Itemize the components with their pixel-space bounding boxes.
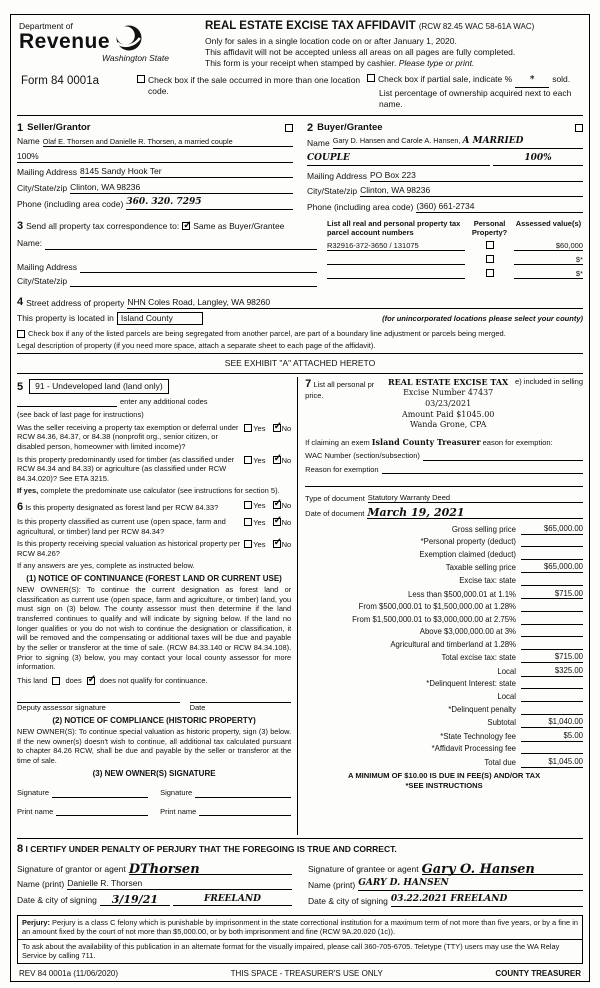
deputy-date-field[interactable] <box>190 694 292 703</box>
grantee-datecity-field[interactable]: 03.22.2021 FREELAND <box>391 894 583 907</box>
buyer-name-label: Name <box>307 137 330 148</box>
corr-address-field[interactable] <box>80 264 317 273</box>
q2-no-checkbox[interactable] <box>273 456 281 464</box>
tier1-value[interactable]: $715.00 <box>521 589 583 600</box>
wac-number-label: WAC Number (section/subsection) <box>305 451 420 461</box>
seller-phone-field[interactable]: 360. 320. 7295 <box>126 197 293 210</box>
buyer-name-field[interactable]: Gary D. Hansen and Carole A. Hansen, A MARRIED <box>333 136 583 149</box>
grantor-city-field[interactable]: FREELAND <box>173 894 292 907</box>
header-note-2: This affidavit will not be accepted unless all areas on all pages are fully completed. <box>205 46 516 57</box>
grantor-printname-field[interactable]: Danielle R. Thorsen <box>67 878 292 890</box>
see-back-note: (see back of last page for instructions) <box>17 410 144 420</box>
treasurer-stamp: Island County Treasurer <box>371 437 481 448</box>
section-7 <box>297 377 583 835</box>
partial-sale-checkbox[interactable] <box>367 74 375 82</box>
washington-state-text: Washington State <box>102 53 169 63</box>
dor-swoosh-icon <box>114 23 144 53</box>
new-owner-printname-field-2[interactable] <box>199 807 291 816</box>
notice-compliance-title: (2) NOTICE OF COMPLIANCE (HISTORIC PROPERTY) <box>52 716 256 725</box>
q5-no-checkbox[interactable] <box>273 540 281 548</box>
tax-computation-table: Gross selling price $65,000.00 *Personal property (deduct) Exemption claimed (deduct) Taxable selling price $65,000.00 Excise tax: state Less than $500,000.01 at 1.1% $715.00 From $500,000.01 to $1,500,000.00 at 1.28% From $1,500,000.01 to $3,000,000.00 at 2.75% Above $3,000,000.00 at 3% Agricultural and timberland at 1.28% Total excise tax: state $715.00 Local $325.00 *Delinquent Interest: state Local *Delinquent penalty Subtotal $1,040.00 *State Technology fee $5.00 *Affidavit Processing fee Total due $1,045.00 <box>352 523 583 767</box>
date-of-document-label: Date of document <box>305 509 365 519</box>
delinquent-penalty-value[interactable] <box>521 706 583 715</box>
local-tax-value[interactable]: $325.00 <box>521 666 583 677</box>
grantor-signature-label: Signature of grantor or agent <box>17 863 126 874</box>
new-owner-printname-row <box>17 807 291 817</box>
q3-yes-checkbox[interactable] <box>244 501 252 509</box>
parcel-number-field[interactable]: R32916-372-3650 / 131075 <box>327 241 465 252</box>
buyer-grantee-title: Buyer/Grantee <box>317 121 383 133</box>
dor-logo <box>17 19 199 69</box>
see-instructions-note: *SEE INSTRUCTIONS <box>405 780 483 790</box>
personal-property-checkbox-3[interactable] <box>486 269 494 277</box>
perjury-text: Perjury is a class C felony which is punishable by imprisonment in the state correctional institution for a maximum term of not more than five years, or by a fine in an amount fixed by the court of not more than $5,000.00, or by both imprisonment and fine (RCW 9A.20.020 (1c)). <box>22 917 578 937</box>
delinquent-interest-state-value[interactable] <box>521 680 583 689</box>
multi-location-option <box>137 74 367 97</box>
street-address-label: Street address of property <box>26 297 125 308</box>
county-treasurer-label: COUNTY TREASURER <box>495 969 581 978</box>
top-options-row <box>17 74 583 110</box>
seller-citystatezip-label: City/State/zip <box>17 182 68 193</box>
form-border <box>10 14 590 982</box>
grantor-datecity-label: Date & city of signing <box>17 895 97 906</box>
signature-label: Signature <box>17 787 50 797</box>
parcel-table <box>327 219 583 290</box>
alternate-format-notice: To ask about the availability of this publication in an alternate format for the visually impaired, please call 360-705-6705. Teletype (TTY) users may use the WA Relay Service by calling 711. <box>17 940 583 964</box>
does-not-checkbox[interactable] <box>87 677 95 685</box>
partial-sale-sold-label: sold. <box>552 74 571 85</box>
buyer-percent-value[interactable]: 100% <box>493 153 583 166</box>
exemption-label-pre: If claiming an exem <box>305 437 370 447</box>
notice-continuance-title: (1) NOTICE OF CONTINUANCE (FOREST LAND OR CURRENT USE) <box>26 573 282 583</box>
buyer-name-handwritten: A MARRIED <box>462 136 524 147</box>
grantor-signature-field[interactable] <box>129 861 292 875</box>
grantee-signing-block <box>308 861 583 911</box>
parcel-table-header <box>327 219 583 237</box>
grantee-printname-field[interactable]: GARY D. HANSEN <box>358 878 583 891</box>
if-yes-note: If any answers are yes, complete as instructed below. <box>17 561 195 571</box>
legal-description-value: SEE EXHIBIT "A" ATTACHED HERETO <box>224 358 376 369</box>
does-checkbox[interactable] <box>52 677 60 685</box>
ownership-percentage-note: List percentage of ownership acquired next to each name. <box>379 87 572 109</box>
footer <box>17 969 583 978</box>
state-technology-fee-value[interactable]: $5.00 <box>521 731 583 742</box>
correspondence-label: Send all property tax correspondence to: <box>26 220 180 231</box>
sections-5-6 <box>17 377 297 835</box>
unincorporated-note: (for unincorporated locations please select your county) <box>382 314 583 324</box>
deputy-assessor-signature-field[interactable] <box>17 694 180 703</box>
rev-number: REV 84 0001a (11/06/2020) <box>19 969 119 978</box>
parcel-row <box>327 254 583 265</box>
tax-correspondence-block <box>17 219 317 290</box>
land-use-code-field[interactable]: 91 - Undeveloped land (land only) <box>29 379 169 394</box>
header-note-1: Only for sales in a single location code on or after January 1, 2020. <box>205 35 457 46</box>
section-4-number: 4 <box>17 295 24 308</box>
revenue-wordmark: Revenue <box>19 30 111 53</box>
total-excise-state-value[interactable]: $715.00 <box>521 652 583 663</box>
form-title: REAL ESTATE EXCISE TAX AFFIDAVIT (RCW 82.45 WAC 58-61A WAC) <box>205 20 535 32</box>
perjury-notice <box>17 915 583 940</box>
section-3 <box>17 219 583 290</box>
seller-percent-checkbox[interactable] <box>285 124 293 132</box>
buyer-phone-field[interactable]: (360) 661-2734 <box>416 201 583 213</box>
notice-compliance-body: NEW OWNER(S): To continue special valuation as historic property, sign (3) below. If the new owner(s) doesn't wish to continue, all additional tax calculated pursuant to chapter 84.26 RCW, shall be due and payable by the seller or transferor at the time of sale. <box>17 727 292 766</box>
section-4 <box>17 295 583 371</box>
county-select[interactable]: Island County <box>117 312 203 325</box>
q4-yes-checkbox[interactable] <box>244 518 252 526</box>
grantor-printname-label: Name (print) <box>17 879 65 890</box>
signature-label: Signature <box>160 787 193 797</box>
corr-name-field[interactable] <box>45 241 317 250</box>
perjury-bold: Perjury: <box>22 917 50 927</box>
grantor-signing-block <box>17 861 292 911</box>
partial-sale-label: Check box if partial sale, indicate % <box>378 74 513 85</box>
does-not-label: does not qualify for continuance. <box>99 675 208 685</box>
header-title-block <box>199 19 583 69</box>
q5-yes-checkbox[interactable] <box>244 540 252 548</box>
notice-continuance-body: NEW OWNER(S): To continue the current designation as forest land or classification as current use (open space, farm and agriculture, or timber) land, you must sign on (3) below. The county assessor must then determine if the land transferred continues to qualify and will indicate by signing below. If the land no longer qualifies or you do not wish to continue the designation or classification, it will be removed and the compensating or additional taxes will be due and payable by the seller or transferor at the time of sale. (RCW 84.33.140 or RCW 84.34.108). Prior to signing (3) below, you may contact your local county assessor for more information. <box>17 585 292 672</box>
grantee-signature-value: Gary O. Hansen <box>421 861 535 877</box>
reason-exemption-field-2[interactable] <box>305 478 583 487</box>
certify-statement: I CERTIFY UNDER PENALTY OF PERJURY THAT THE FOREGOING IS TRUE AND CORRECT. <box>25 844 397 855</box>
seller-name-label: Name <box>17 136 40 147</box>
corr-citystatezip-label: City/State/zip <box>17 276 68 287</box>
print-name-label: Print name <box>17 806 54 816</box>
new-owner-signature-row <box>17 788 291 798</box>
personal-property-checkbox-2[interactable] <box>486 255 494 263</box>
dept-of-text: Department of <box>19 21 73 31</box>
affidavit-processing-fee-value[interactable] <box>521 745 583 754</box>
q3-no-checkbox[interactable] <box>273 501 281 509</box>
personal-property-checkbox-1[interactable] <box>486 241 494 249</box>
reason-exemption-field[interactable] <box>382 465 583 474</box>
this-land-label: This land <box>17 675 48 685</box>
does-label: does <box>65 675 82 685</box>
same-as-buyer-label: Same as Buyer/Grantee <box>193 220 285 231</box>
date-of-document-field[interactable]: March 19, 2021 <box>367 507 583 519</box>
current-use-question: Is this property classified as current use (open space, farm and agricultural, or timber) land per RCW 84.34? Yes ✓ No <box>17 517 291 536</box>
section-6-number: 6 <box>17 500 24 513</box>
q4-no-checkbox[interactable] <box>273 518 281 526</box>
seller-grantor-title: Seller/Grantor <box>27 121 91 133</box>
section-2-number: 2 <box>307 121 314 134</box>
section-8-number: 8 <box>17 843 24 856</box>
partial-sale-option <box>367 74 583 110</box>
segregated-checkbox[interactable] <box>17 330 25 338</box>
corr-name-label: Name: <box>17 238 43 249</box>
buyer-percent-checkbox[interactable] <box>575 124 583 132</box>
deputy-assessor-label: Deputy assessor signature <box>17 703 106 713</box>
section-8 <box>17 842 583 910</box>
street-address-field[interactable]: NHN Coles Road, Langley, WA 98260 <box>127 297 583 309</box>
partial-sale-percent-field[interactable]: * <box>515 74 549 88</box>
grantor-signature-value: DThorsen <box>128 861 200 877</box>
parcel-number-field-2[interactable] <box>327 256 465 265</box>
grantee-signature-field[interactable] <box>422 861 583 875</box>
excise-tax-stamp: REAL ESTATE EXCISE TAX Excise Number 47437 03/23/2021 Amount Paid $1045.00 Wanda Grone, CPA <box>388 377 509 430</box>
section-7-number: 7 <box>305 378 312 391</box>
deputy-date-label: Date <box>189 703 206 713</box>
exemption-label-post: eason for exemption: <box>482 437 553 447</box>
multi-location-checkbox[interactable] <box>137 75 145 83</box>
buyer-phone-label: Phone (including area code) <box>307 201 414 212</box>
deputy-assessor-row <box>17 694 291 713</box>
tier4-value[interactable] <box>521 628 583 637</box>
header-note-3: This form is your receipt when stamped by cashier. Please type or print. <box>205 58 475 69</box>
exemption-deferral-question: Was the seller receiving a property tax exemption or deferral under RCW 84.36, 84.37, or 84.38 (nonprofit org., senior citizen, or disabled person, homeowner with limited income)? Yes ✓ No <box>17 423 291 452</box>
personal-property-header: Personal Property? <box>471 219 508 238</box>
section-3-number: 3 <box>17 220 24 233</box>
wac-number-field[interactable] <box>423 452 583 461</box>
total-due-value[interactable]: $1,045.00 <box>521 757 583 768</box>
reason-exemption-label: Reason for exemption <box>305 464 379 474</box>
excise-tax-state-value[interactable] <box>521 577 583 586</box>
segregated-label: Check box if any of the listed parcels are being segregated from another parcel, are part of a boundary line adjustment or parcels being merged. <box>28 328 506 338</box>
assessed-value-field-3[interactable]: $* <box>514 269 583 280</box>
new-owners-signature-title: (3) NEW OWNER(S) SIGNATURE <box>92 768 216 778</box>
parcel-number-field-3[interactable] <box>327 270 465 279</box>
legal-description-label: Legal description of property (if you need more space, attach a separate sheet to each page of the affidavit). <box>17 340 376 350</box>
section-5-number: 5 <box>17 380 24 393</box>
seller-phone-label: Phone (including area code) <box>17 198 124 209</box>
forest-land-question: 6 Is this property designated as forest land per RCW 84.33? Yes ✓ No <box>17 500 291 514</box>
treasurer-space-note: THIS SPACE - TREASURER'S USE ONLY <box>230 969 383 978</box>
divider <box>17 838 583 839</box>
located-in-label: This property is located in <box>17 313 114 324</box>
q2-yes-checkbox[interactable] <box>244 456 252 464</box>
new-owner-signature-field-2[interactable] <box>195 789 291 798</box>
parties-section <box>17 119 583 216</box>
additional-codes-field[interactable] <box>17 398 117 407</box>
grantor-date-field[interactable]: 3/19/21 <box>100 894 170 906</box>
parcel-numbers-header: List all real and personal property tax parcel account numbers <box>326 219 461 238</box>
type-of-document-field[interactable]: Statutory Warranty Deed <box>368 493 583 504</box>
historic-property-question: Is this property receiving special valuation as historical property per RCW 84.26? Yes ✓ No <box>17 539 291 558</box>
same-as-buyer-checkbox[interactable] <box>182 222 190 230</box>
divider <box>17 353 583 354</box>
grantee-datecity-label: Date & city of signing <box>308 895 388 906</box>
header <box>17 19 583 69</box>
section-1-number: 1 <box>17 121 24 134</box>
divider <box>17 373 583 374</box>
buyer-percent-field[interactable]: COUPLE <box>307 152 490 166</box>
agricultural-value[interactable] <box>521 641 583 650</box>
new-owner-signature-field-1[interactable] <box>52 789 148 798</box>
multi-location-label: Check box if the sale occurred in more than one location code. <box>148 75 361 97</box>
corr-citystatezip-field[interactable] <box>70 278 317 287</box>
tier2-value[interactable] <box>521 603 583 612</box>
seller-citystatezip-field[interactable]: Clinton, WA 98236 <box>70 182 293 194</box>
grantee-printname-label: Name (print) <box>308 879 356 890</box>
assessed-value-field-1[interactable]: $60,000 <box>514 241 583 252</box>
seller-name-field[interactable]: Olaf E. Thorsen and Danielle R. Thorsen, a married couple <box>43 137 293 147</box>
buyer-citystatezip-label: City/State/zip <box>307 186 358 197</box>
form-number: Form 84 0001a <box>21 75 99 88</box>
new-owner-printname-field-1[interactable] <box>56 807 148 816</box>
timber-agriculture-question: Is this property predominantly used for timber (as classified under RCW 84.34 and 84.33) or agriculture (as classified under RCW 84.34.020)? See ETA 3215. Yes ✓ No <box>17 455 291 484</box>
type-of-document-label: Type of document <box>305 493 365 503</box>
personal-property-deduct-value[interactable] <box>521 538 583 547</box>
assessed-values-header: Assessed value(s) <box>515 219 582 229</box>
delinquent-interest-local-value[interactable] <box>521 693 583 702</box>
exemption-claimed-value[interactable] <box>521 551 583 560</box>
corr-address-label: Mailing Address <box>17 261 78 272</box>
q1-yes-checkbox[interactable] <box>244 424 252 432</box>
buyer-address-label: Mailing Address <box>307 170 368 181</box>
personal-property-line: 7 List all personal pr e) included in selling price. REAL ESTATE EXCISE TAX Excise Number 47437 03/23/2021 Amount Paid $1045.00 Wanda Grone, CPA <box>305 377 583 430</box>
seller-address-field[interactable]: 8145 Sandy Hook Ter <box>80 166 293 178</box>
parcel-row <box>327 268 583 279</box>
q1-no-checkbox[interactable] <box>273 424 281 432</box>
gross-selling-price-value[interactable]: $65,000.00 <box>521 524 583 535</box>
seller-grantor-section <box>17 119 293 216</box>
subtotal-value[interactable]: $1,040.00 <box>521 717 583 728</box>
middle-columns <box>17 377 583 835</box>
minimum-fee-note: A MINIMUM OF $10.00 IS DUE IN FEE(S) AND/OR TAX <box>348 770 541 780</box>
predominate-use-note: If yes, complete the predominate use calculator (see instructions for section 5). <box>17 486 280 496</box>
additional-codes-label: enter any additional codes <box>120 397 208 407</box>
seller-percent-field[interactable]: 100% <box>17 151 293 163</box>
parcel-row <box>327 240 583 251</box>
seller-address-label: Mailing Address <box>17 167 78 178</box>
assessed-value-field-2[interactable]: $* <box>514 255 583 266</box>
divider <box>17 115 583 116</box>
print-name-label: Print name <box>160 806 197 816</box>
tier3-value[interactable] <box>521 616 583 625</box>
grantee-signature-label: Signature of grantee or agent <box>308 863 419 874</box>
buyer-citystatezip-field[interactable]: Clinton, WA 98236 <box>360 185 583 197</box>
buyer-grantee-section <box>307 119 583 216</box>
buyer-address-field[interactable]: PO Box 223 <box>370 170 583 182</box>
rcw-reference: (RCW 82.45 WAC 58-61A WAC) <box>418 22 535 31</box>
taxable-selling-price-value[interactable]: $65,000.00 <box>521 562 583 573</box>
